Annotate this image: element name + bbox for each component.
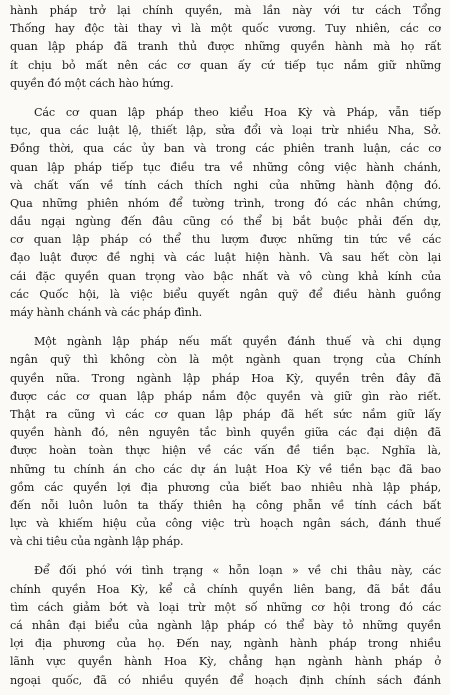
- text-line: đến nỗi luôn luôn ta thấy thiên hạ công phẫn về tính cách bất: [10, 498, 441, 512]
- text-line: quyền hành đó, nên nguyên tắc bình quyền giữa các đại diện đã: [10, 426, 441, 440]
- text-line: được hoàn toàn thực hiện về các vấn đề tiền bạc. Nghĩa là,: [10, 444, 441, 458]
- text-line: tục, qua các luật lệ, thiết lập, sửa đổi và loại trừ nhiều Nha, Sở.: [10, 124, 441, 138]
- text-line: những tu chính án cho các dự án luật Hoa Kỳ về tiền bạc đã bao: [10, 462, 441, 476]
- text-line: tìm cách giảm bớt và loại trừ một số những cơ hội trong đó các: [10, 600, 441, 614]
- text-line: Để đối phó với tình trạng « hỗn loạn » về chi thâu này, các: [34, 564, 441, 578]
- text-line: Các cơ quan lập pháp theo kiểu Hoa Kỳ và Pháp, vẫn tiếp: [34, 105, 441, 119]
- text-line: dầu ngại ngùng đến đâu cũng có thể bị bắt buộc phải đến dự,: [10, 215, 441, 229]
- paragraph-1: [10, 2, 441, 93]
- text-line: quan lập pháp đã tranh thủ được những quyền hành mà họ rất: [10, 40, 441, 54]
- text-line: cái đặc quyền quan trọng vào bậc nhất và vô cùng khả kính của: [10, 269, 441, 283]
- text-line: Thống hay độc tài thay vì là một quốc vương. Tuy nhiên, các cơ: [10, 22, 441, 36]
- text-line: ngoại quốc, đã có nhiều quyền để hoạch định chính sách đánh: [10, 673, 441, 687]
- text-line: ít chịu bỏ mất nên các cơ quan ấy cứ tiếp tục nắm giữ những: [10, 58, 441, 72]
- text-line: Đồng thời, qua các ủy ban và trong các phiên tranh luận, các cơ: [10, 142, 441, 156]
- text-line: quyền nữa. Trong ngành lập pháp Hoa Kỳ, quyền trên đây đã: [10, 371, 441, 385]
- text-line: cá nhân đại biểu của ngành lập pháp có thể bày tỏ những quyền: [10, 619, 441, 632]
- text-line: và chi tiêu của ngành lập pháp.: [10, 535, 184, 549]
- paragraph-3: [10, 333, 441, 551]
- text-line: lợi địa phương của họ. Đến nay, ngành hành pháp trong nhiều: [10, 637, 441, 651]
- paragraph-4: [10, 562, 441, 689]
- text-line: ngân quỹ thì không còn là một ngành quan trọng của Chính: [10, 353, 441, 367]
- text-line: hành pháp trở lại chính quyền, mà lần này với tư cách Tổng: [10, 4, 441, 17]
- text-line: cơ quan lập pháp có thể thu lượm được những tin tức về các: [10, 233, 441, 247]
- text-line: quan lập pháp tiếp tục điều tra về những công việc hành chánh,: [10, 160, 441, 174]
- text-line: và chất vấn về tính cách thích nghi của những hành động đó.: [10, 178, 441, 192]
- text-line: Qua những phiên nhóm để tường trình, trong đó các nhân chứng,: [10, 196, 441, 210]
- text-line: lực và khiếm hiệu của công việc trù hoạch ngân sách, đánh thuế: [10, 517, 441, 531]
- text-line: máy hành chánh và các pháp đình.: [10, 306, 203, 319]
- text-line: đạo luật được đề nghị và các luật hiện hành. Và sau hết còn lại: [10, 251, 441, 265]
- text-line: các Quốc hội, là việc biểu quyết ngân quỹ để điều hành guồng: [10, 287, 441, 301]
- text-line: quyền đó một cách hào hứng.: [10, 76, 174, 90]
- text-line: Thật ra cũng vì các cơ quan lập pháp đã hết sức nắm giữ lấy: [10, 407, 441, 421]
- text-line: được các cơ quan lập pháp nắm độc quyền và giữ gìn rào riết.: [10, 389, 441, 403]
- text-line: chính quyền Hoa Kỳ, kể cả chính quyền liên bang, đã bắt đầu: [10, 582, 441, 596]
- text-line: lãnh vực quyền hành Hoa Kỳ, chẳng hạn ngành hành pháp ở: [10, 655, 441, 669]
- text-line: Một ngành lập pháp nếu mất quyền đánh thuế và chi dụng: [34, 335, 441, 349]
- paragraph-2: [10, 104, 441, 322]
- text-line: gồm các quyền lợi địa phương của biết bao nhiêu nhà lập pháp,: [10, 480, 441, 494]
